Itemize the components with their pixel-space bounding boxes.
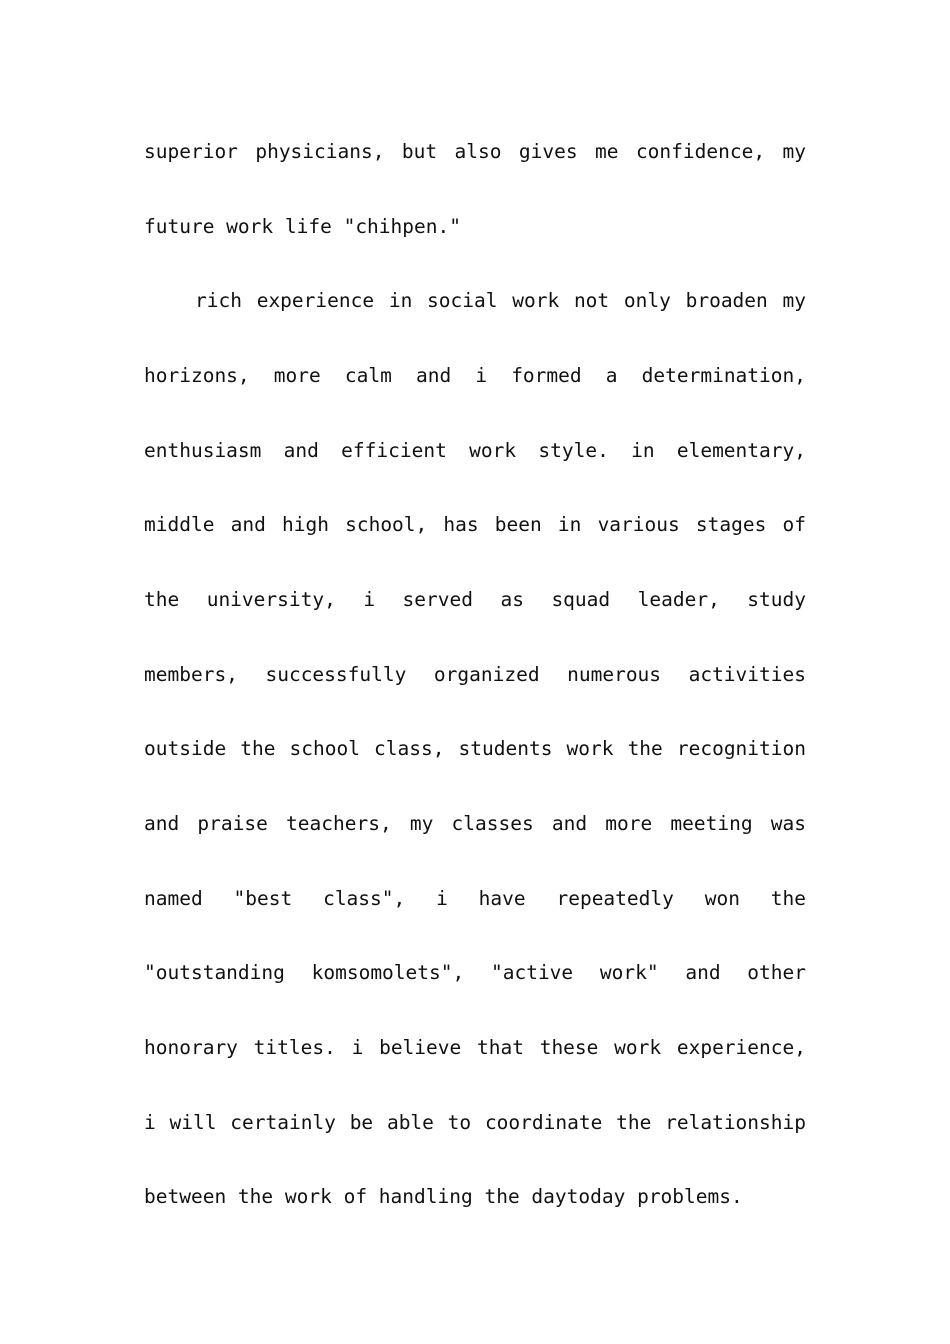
paragraph-2-line-1: rich experience in social work not only broaden my [195,289,806,312]
paragraph-2-line-12: i will certainly be able to coordinate the relationship [144,1111,806,1134]
paragraph-2-line-9: named "best class", i have repeatedly won the [144,887,806,910]
paragraph-2-line-7: outside the school class, students work the recognition [144,737,806,760]
paragraph-2-line-11: honorary titles. i believe that these work experience, [144,1036,806,1059]
paragraph-2-line-13: between the work of handling the daytoday problems. [144,1185,743,1208]
paragraph-2-line-6: members, successfully organized numerous activities [144,663,806,686]
paragraph-2-line-3: enthusiasm and efficient work style. in elementary, [144,439,806,462]
paragraph-2-line-10: "outstanding komsomolets", "active work" and other [144,961,806,984]
paragraph-1-line-1: superior physicians, but also gives me confidence, my [144,140,806,163]
paragraph-1-line-2: future work life "chihpen." [144,215,461,238]
paragraph-2-line-2: horizons, more calm and i formed a determination, [144,364,806,387]
paragraph-2-line-8: and praise teachers, my classes and more meeting was [144,812,806,835]
paragraph-2-line-5: the university, i served as squad leader, study [144,588,806,611]
paragraph-2-line-4: middle and high school, has been in various stages of [144,513,806,536]
